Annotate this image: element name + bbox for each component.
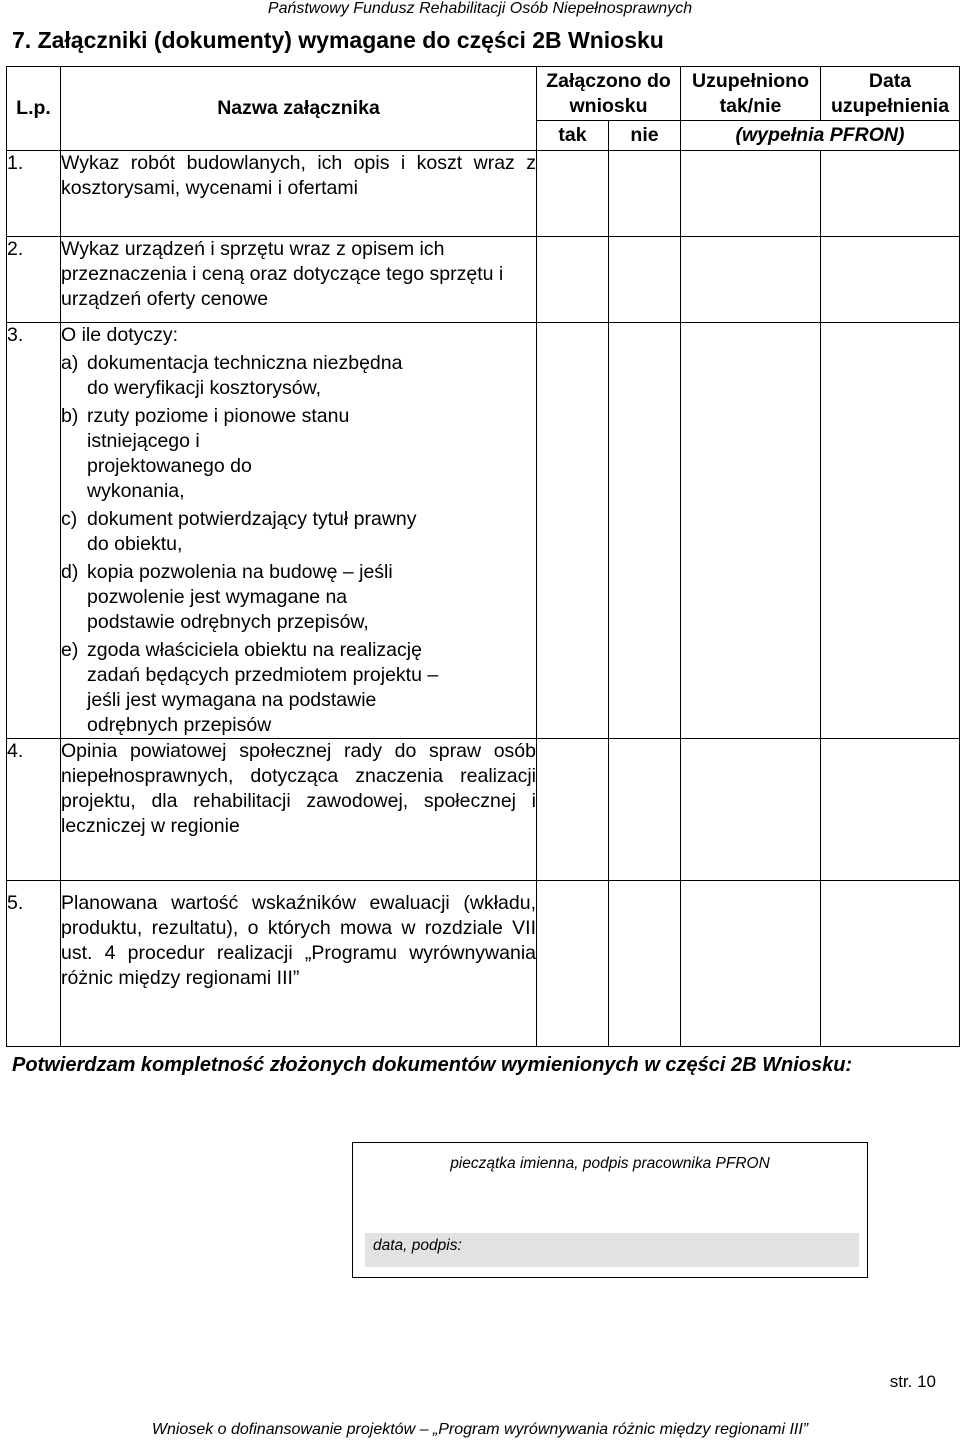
item-continuation: do weryfikacji kosztorysów,	[87, 377, 322, 399]
header-attached: Załączono do wniosku	[537, 67, 681, 121]
table-row	[7, 237, 960, 323]
attachments-table	[6, 66, 960, 1047]
item-continuation: zadań będących przedmiotem projektu – jeśli jest wymagana na podstawie odrębnych przepisów	[87, 664, 439, 736]
item-continuation: do obiektu,	[87, 533, 183, 555]
running-footer: Wniosek o dofinansowanie projektów – „Program wyrównywania różnic między regionami III”	[151, 1421, 809, 1438]
cell-date[interactable]	[821, 739, 960, 881]
cell-tak[interactable]	[537, 323, 609, 739]
row-text: Opinia powiatowej społecznej rady do spraw osób niepełnosprawnych, dotycząca znaczenia realizacji projektu, dla rehabilitacji zawodowej, społecznej i leczniczej w regionie	[61, 739, 537, 881]
running-header: Państwowy Fundusz Rehabilitacji Osób Niepełnosprawnych	[267, 0, 693, 17]
table-row	[7, 881, 960, 1047]
row-text: Planowana wartość wskaźników ewaluacji (wkładu, produktu, rezultatu), o których mowa w rozdziale VII ust. 4 procedur realizacji „Programu wyrównywania różnic między regionami III”	[61, 881, 537, 1047]
cell-nie[interactable]	[609, 881, 681, 1047]
row-intro: O ile dotyczy:	[61, 324, 179, 346]
row-text: Wykaz robót budowlanych, ich opis i koszt wraz z kosztorysami, wycenami i ofertami	[61, 151, 537, 237]
cell-tak[interactable]	[537, 881, 609, 1047]
cell-date[interactable]	[821, 881, 960, 1047]
row-number: 2.	[7, 237, 61, 323]
header-lp: L.p.	[7, 67, 61, 151]
item-line: rzuty poziome i pionowe stanu	[87, 405, 350, 427]
header-supplemented: Uzupełniono tak/nie	[681, 67, 821, 121]
row-number: 1.	[7, 151, 61, 237]
cell-tak[interactable]	[537, 151, 609, 237]
item-letter: d)	[61, 561, 79, 583]
item-letter: b)	[61, 405, 79, 427]
item-continuation: pozwolenie jest wymagane na podstawie odrębnych przepisów,	[87, 586, 369, 633]
row-number: 3.	[7, 323, 61, 739]
cell-tak[interactable]	[537, 237, 609, 323]
list-item	[61, 404, 536, 504]
header-name: Nazwa załącznika	[61, 67, 537, 151]
header-tak: tak	[537, 121, 609, 151]
cell-supplemented[interactable]	[681, 151, 821, 237]
item-letter: c)	[61, 508, 78, 530]
list-item	[61, 351, 536, 401]
item-line: zgoda właściciela obiektu na realizację	[87, 639, 422, 661]
cell-date[interactable]	[821, 323, 960, 739]
item-line: dokument potwierdzający tytuł prawny	[87, 508, 417, 530]
header-nie: nie	[609, 121, 681, 151]
row-text-block	[61, 323, 537, 739]
cell-supplemented[interactable]	[681, 881, 821, 1047]
table-row	[7, 323, 960, 739]
stamp-label: pieczątka imienna, podpis pracownika PFRON	[450, 1155, 770, 1172]
date-signature-field[interactable]	[365, 1233, 859, 1267]
cell-nie[interactable]	[609, 151, 681, 237]
list-item	[61, 560, 536, 635]
table-row	[7, 151, 960, 237]
item-line: kopia pozwolenia na budowę – jeśli	[87, 561, 393, 583]
cell-supplemented[interactable]	[681, 739, 821, 881]
item-line: dokumentacja techniczna niezbędna	[87, 352, 403, 374]
cell-date[interactable]	[821, 237, 960, 323]
cell-nie[interactable]	[609, 323, 681, 739]
cell-nie[interactable]	[609, 237, 681, 323]
cell-date[interactable]	[821, 151, 960, 237]
table-row	[7, 739, 960, 881]
header-date: Data uzupełnienia	[821, 67, 960, 121]
item-continuation: istniejącego i projektowanego do wykonania,	[87, 430, 252, 502]
row-number: 5.	[7, 881, 61, 1047]
page-number: str. 10	[889, 1372, 936, 1391]
list-item	[61, 638, 536, 738]
stamp-signature-box[interactable]	[352, 1142, 868, 1278]
item-letter: e)	[61, 639, 79, 661]
row-number: 4.	[7, 739, 61, 881]
confirmation-statement: Potwierdzam kompletność złożonych dokumentów wymienionych w części 2B Wniosku:	[12, 1054, 853, 1076]
cell-supplemented[interactable]	[681, 323, 821, 739]
cell-tak[interactable]	[537, 739, 609, 881]
section-title: 7. Załączniki (dokumenty) wymagane do części 2B Wniosku	[12, 27, 664, 53]
list-item	[61, 507, 536, 557]
row-text: Wykaz urządzeń i sprzętu wraz z opisem ich przeznaczenia i ceną oraz dotyczące tego sprzętu i urządzeń oferty cenowe	[61, 237, 537, 323]
item-letter: a)	[61, 352, 79, 374]
cell-supplemented[interactable]	[681, 237, 821, 323]
date-signature-label: data, podpis:	[373, 1237, 462, 1254]
cell-nie[interactable]	[609, 739, 681, 881]
header-pfron-note: (wypełnia PFRON)	[681, 121, 960, 151]
